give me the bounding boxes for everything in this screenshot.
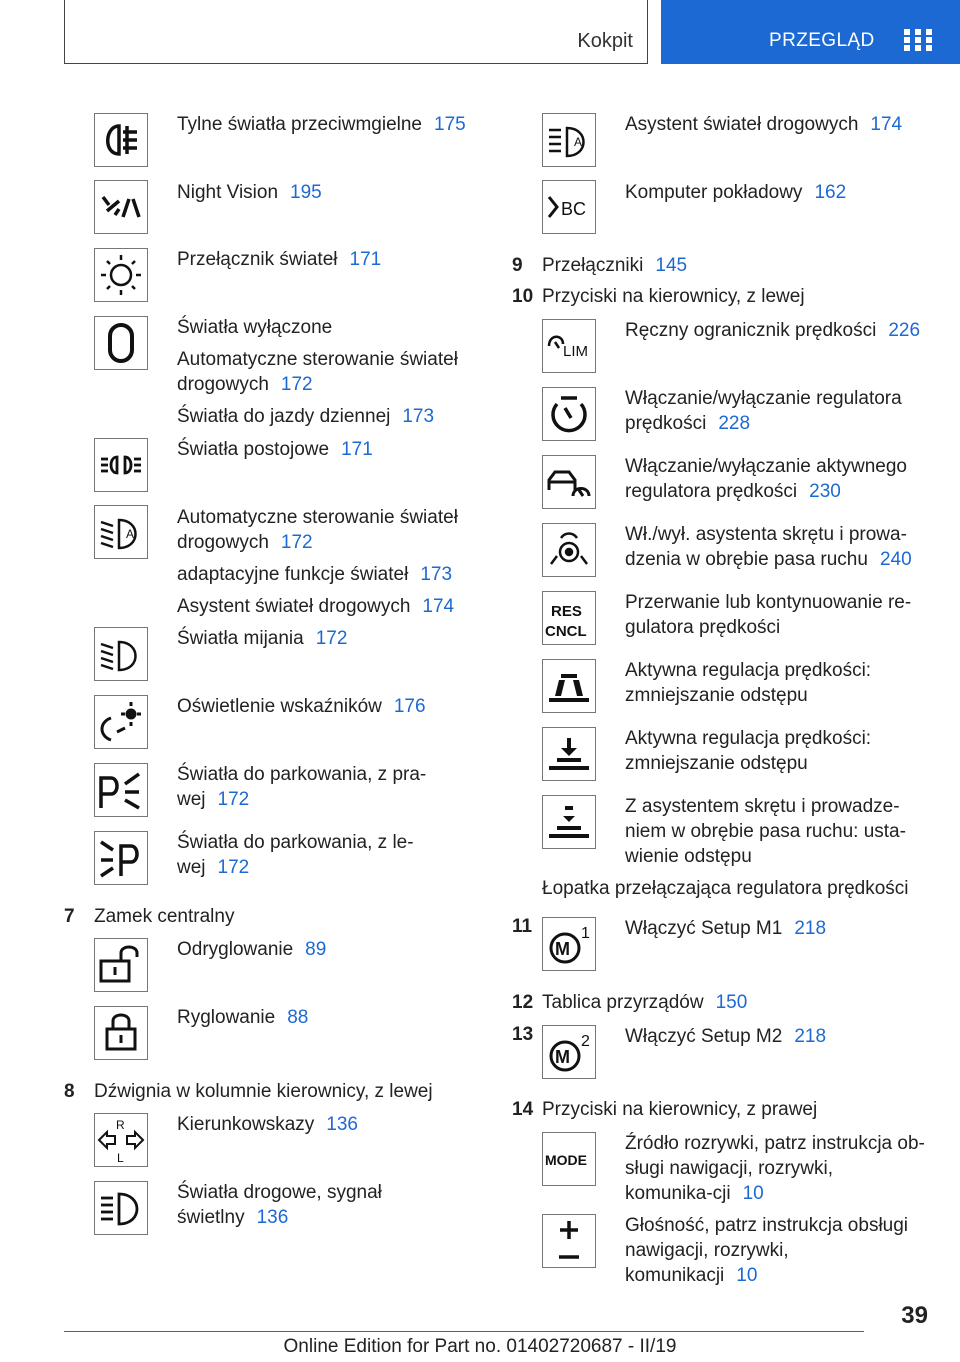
header-chapter-box[interactable] [661,0,960,64]
page-ref[interactable]: 89 [305,939,327,960]
page-ref[interactable]: 172 [315,628,348,649]
section-title: Tablica przyrządów [542,992,704,1013]
volume-icon [542,1214,596,1268]
section-title: Zamek centralny [94,906,235,927]
parking-lights-icon [94,438,148,492]
section-number: 12 [512,992,534,1013]
page-ref[interactable]: 145 [655,255,688,276]
res-cncl-icon [542,591,596,645]
parking-light-right-icon [94,763,148,817]
page-ref[interactable]: 171 [349,249,382,270]
page-ref[interactable]: 176 [393,696,426,717]
svg-text:M: M [555,1047,570,1067]
mode-icon [542,1132,596,1186]
setup-m2-icon [542,1025,596,1079]
page-ref[interactable]: 218 [794,918,827,939]
onboard-computer-icon [542,180,596,234]
svg-text:RES: RES [551,603,582,620]
rocker-switch-label: Łopatka przełączająca regulatora prędkości [542,878,909,899]
page-ref[interactable]: 172 [217,789,250,810]
page-ref[interactable]: 172 [280,532,313,553]
page-ref[interactable]: 230 [809,481,841,502]
edition-note: Online Edition for Part no. 01402720687 - II/19 [283,1336,677,1357]
svg-text:BC: BC [561,199,587,219]
section-title: Kokpit [577,30,633,52]
setup-m1-icon [542,917,596,971]
unlock-icon [94,938,148,992]
page-number: 39 [901,1302,928,1329]
svg-text:1: 1 [581,925,590,942]
page-ref[interactable]: 174 [422,596,455,617]
svg-text:M: M [555,939,570,959]
cruise-control-icon [542,387,596,441]
page-ref[interactable]: 10 [742,1183,764,1204]
page-ref[interactable]: 10 [736,1265,758,1286]
header-section-box [64,0,648,64]
high-beam-icon [94,1181,148,1235]
section-title: Przyciski na kierownicy, z lewej [542,286,805,307]
page-ref[interactable]: 88 [287,1007,309,1028]
high-beam-assistant-icon [542,113,596,167]
footer-divider [64,1331,864,1332]
section-number: 11 [512,916,533,937]
svg-text:MODE: MODE [545,1152,587,1168]
section-title: Dźwignia w kolumnie kierownicy, z lewej [94,1081,433,1102]
svg-text:LIM: LIM [563,343,589,360]
svg-text:A: A [126,527,135,541]
svg-text:2: 2 [581,1033,590,1050]
parking-light-left-icon [94,831,148,885]
svg-text:A: A [574,135,583,149]
section-title: Przyciski na kierownicy, z prawej [542,1099,818,1120]
svg-text:R: R [116,1118,125,1132]
rear-fog-light-icon [94,113,148,167]
auto-headlight-icon [94,505,148,559]
night-vision-icon [94,180,148,234]
lights-off-icon [94,316,148,370]
distance-decrease-2-icon [542,727,596,781]
section-number: 14 [512,1099,534,1120]
distance-decrease-icon [542,659,596,713]
page-ref[interactable]: 173 [402,406,435,427]
section-number: 13 [512,1024,534,1045]
page-ref[interactable]: 150 [715,992,748,1013]
turn-signal-icon [94,1113,148,1167]
page-ref[interactable]: 240 [879,549,912,570]
section-number: 7 [64,906,75,927]
active-cruise-control-icon [542,455,596,509]
section-number: 9 [512,255,523,276]
page-ref[interactable]: 174 [870,114,903,135]
section-title: Przełączniki [542,255,644,276]
page-ref[interactable]: 162 [814,182,847,203]
page-ref[interactable]: 228 [718,413,751,434]
svg-text:CNCL: CNCL [545,623,587,640]
page-ref[interactable]: 175 [434,114,466,135]
page-ref[interactable]: 218 [794,1026,827,1047]
page-ref[interactable]: 195 [290,182,322,203]
page-ref[interactable]: 226 [888,320,921,341]
lane-distance-icon [542,795,596,849]
section-number: 10 [512,286,534,307]
section-number: 8 [64,1081,75,1102]
page-ref[interactable]: 172 [217,857,250,878]
lock-icon [94,1006,148,1060]
page-ref[interactable]: 136 [256,1207,289,1228]
speed-limiter-icon [542,319,596,373]
light-switch-icon [94,248,148,302]
steering-assistant-icon [542,523,596,577]
page-ref[interactable]: 173 [420,564,453,585]
instrument-lighting-icon [94,695,148,749]
page-ref[interactable]: 136 [326,1114,358,1135]
page-ref[interactable]: 172 [280,374,313,395]
svg-text:L: L [117,1151,124,1165]
chapter-title: PRZEGLĄD [769,30,875,51]
page-ref[interactable]: 171 [341,439,373,460]
grid-menu-icon[interactable] [904,29,932,51]
low-beam-icon [94,627,148,681]
